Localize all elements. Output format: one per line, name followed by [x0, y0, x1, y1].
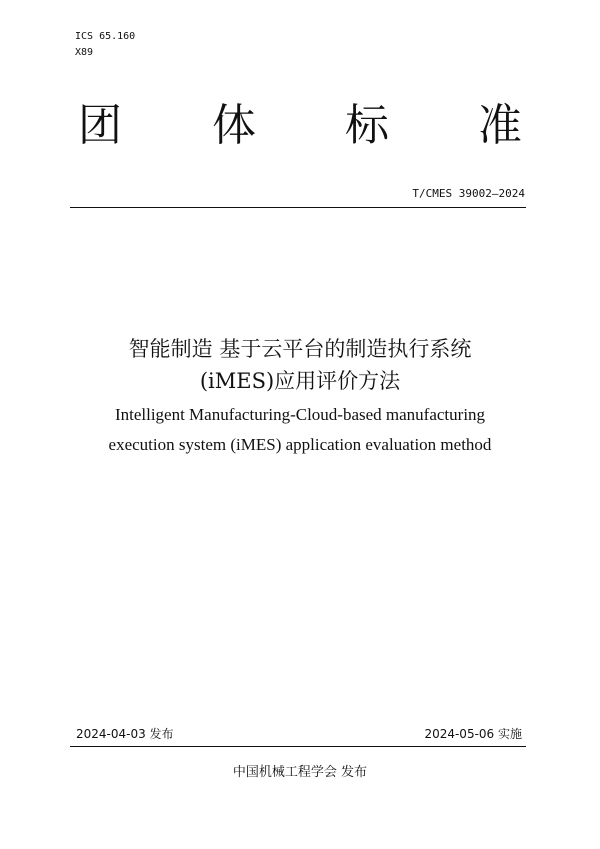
heading-char: 标 [345, 100, 389, 151]
issue-date: 2024-04-03 发布 [76, 727, 174, 741]
title-english-line-2: execution system (iMES) application evaluation method [108, 435, 492, 454]
ics-code: ICS 65.160 [75, 31, 136, 42]
standard-number: T/CMES 39002—2024 [412, 187, 525, 200]
heading-char: 准 [478, 100, 522, 151]
title-chinese-line-2: (iMES)应用评价方法 [199, 369, 401, 393]
heading-char: 团 [78, 100, 122, 151]
header-divider [70, 207, 526, 208]
title-chinese-line-1: 智能制造 基于云平台的制造执行系统 [128, 337, 472, 361]
document-type-heading [0, 98, 600, 158]
footer-divider [70, 746, 526, 747]
title-english-line-1: Intelligent Manufacturing-Cloud-based manufacturing [114, 405, 486, 424]
publisher: 中国机械工程学会 发布 [232, 765, 368, 780]
heading-char: 体 [212, 100, 256, 151]
implementation-date: 2024-05-06 实施 [424, 727, 522, 741]
category-code: X89 [75, 47, 94, 58]
